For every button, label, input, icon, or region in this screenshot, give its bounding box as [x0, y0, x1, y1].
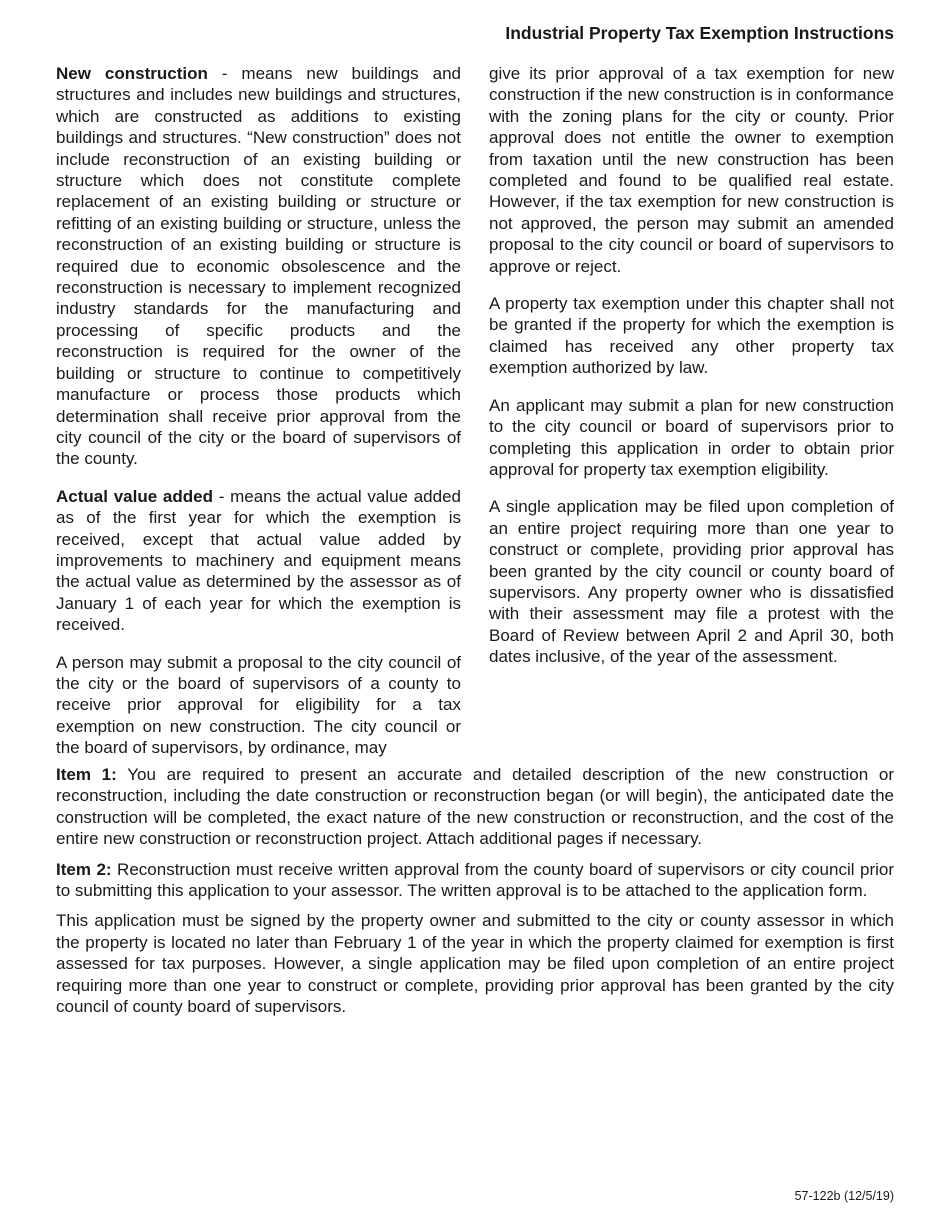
item-1-text: You are required to present an accurate and detailed description of the new construction or reconstruction, including the date construction or reconstruction began (or will begin), the anticipated date the construction will be completed, the exact nature of the new construction or reconstruction, and the cost of the entire new construction or reconstruction project. Attach additional pages if necessary.	[56, 765, 894, 849]
new-construction-definition	[56, 63, 461, 470]
left-column	[56, 63, 461, 759]
no-double-exemption-paragraph: A property tax exemption under this chapter shall not be granted if the property for which the exemption is claimed has received any other property tax exemption authorized by law.	[489, 294, 894, 378]
proposal-paragraph: A person may submit a proposal to the city council of the city or the board of supervisors of a county to receive prior approval for eligibility for a tax exemption on new construction. The city council or the board of supervisors, by ordinance, may	[56, 652, 461, 758]
right-column	[489, 63, 894, 759]
form-code: 57-122b (12/5/19)	[794, 1189, 894, 1203]
two-column-section	[56, 63, 894, 759]
item-2-text: Reconstruction must receive written approval from the county board of supervisors or city council prior to submitting this application to your assessor. The written approval is to be attached to the application form.	[56, 859, 894, 901]
item-instructions	[56, 764, 894, 1026]
actual-value-added-term: Actual value added	[56, 486, 213, 506]
actual-value-added-definition	[56, 486, 461, 636]
item-2-label: Item 2:	[56, 859, 112, 879]
new-construction-term: New construction	[56, 64, 208, 83]
item-1-label: Item 1:	[56, 765, 117, 784]
single-application-paragraph: A single application may be filed upon completion of an entire project requiring more than one year to construct or complete, providing prior approval has been granted by the city council or county board of supervisors. Any property owner who is dissatisfied with their assessment may file a protest with the Board of Review between April 2 and April 30, both dates inclusive, of the year of the assessment.	[489, 497, 894, 667]
page-title: Industrial Property Tax Exemption Instructions	[505, 23, 894, 43]
signing-requirement-paragraph: This application must be signed by the property owner and submitted to the city or county assessor in which the property is located no later than February 1 of the year in which the property claimed for exemption is first assessed for tax purposes. However, a single application may be filed upon completion of an entire project requiring more than one year to construct or complete, providing prior approval has been granted by the city council of county board of supervisors.	[56, 911, 894, 1017]
item-1-instruction	[56, 764, 894, 850]
item-2-instruction	[56, 859, 894, 902]
new-construction-text: - means new buildings and structures and includes new buildings and structures, which are constructed as additions to existing buildings and structures. “New construction” does not include reconstruction of an existing building or structure which does not constitute complete replacement of an existing building or structure or refitting of an existing building or structure, unless the reconstruction of an existing building or structure is required due to economic obsolescence and the reconstruction is necessary to implement recognized industry standards for the manufacturing and processing of specific products and the reconstruction is required for the owner of the building or structure to continue to competitively manufacture or process those products which determination shall receive prior approval from the city council of the city or the board of supervisors of the county.	[56, 64, 461, 469]
prior-approval-paragraph: give its prior approval of a tax exemption for new construction if the new construction is in conformance with the zoning plans for the city or county. Prior approval does not entitle the owner to exemption from taxation until the new construction has been completed and found to be qualified real estate. However, if the tax exemption for new construction is not approved, the person may submit an amended proposal to the city council or board of supervisors to approve or reject.	[489, 64, 894, 276]
actual-value-added-text: - means the actual value added as of the first year for which the exemption is received, except that actual value added by improvements to machinery and equipment means the actual value as determined by the assessor as of January 1 of each year for which the exemption is received.	[56, 486, 461, 635]
plan-paragraph: An applicant may submit a plan for new construction to the city council or board of supervisors prior to completing this application in order to obtain prior approval for property tax exemption eligibility.	[489, 395, 894, 479]
